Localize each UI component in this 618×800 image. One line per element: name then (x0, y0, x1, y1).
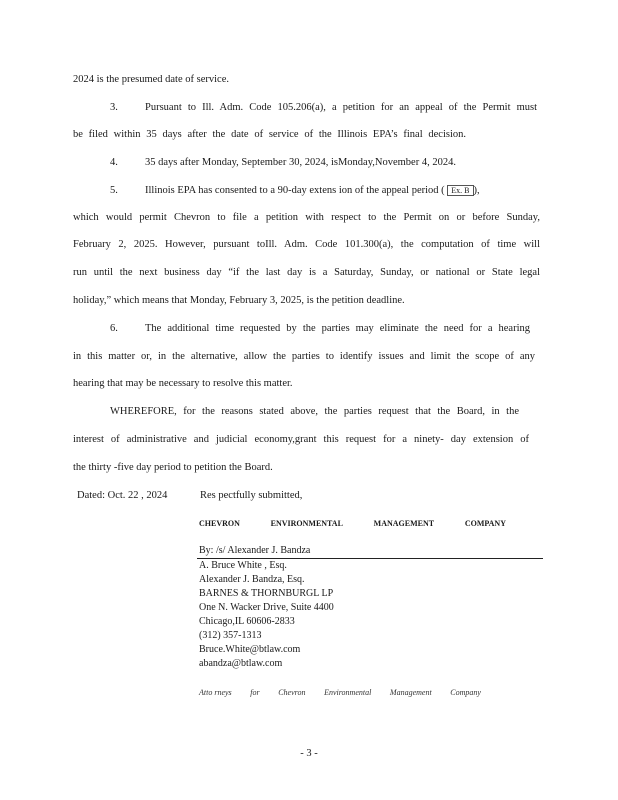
company-word: ENVIRONMENTAL (270, 519, 343, 528)
body-line: the thirty -five day period to petition the Board. (73, 462, 273, 473)
company-word: COMPANY (464, 519, 506, 528)
company-word: CHEVRON (199, 519, 240, 528)
paragraph-number: 5. (110, 185, 118, 196)
attorneys-for-line (199, 688, 481, 697)
email-link[interactable]: Bruce.White@btlaw.com (199, 644, 301, 655)
attorneys-word: Management (389, 688, 432, 697)
body-line: 2024 is the presumed date of service. (73, 74, 229, 85)
body-text: ), (473, 185, 480, 196)
email-link[interactable]: abandza@btlaw.com (199, 658, 283, 669)
body-line: in this matter or, in the alternative, allow the parties to identify issues and limit the scope of any (73, 351, 535, 362)
paragraph-number: 3. (110, 102, 118, 113)
body-line: hearing that may be necessary to resolve this matter. (73, 378, 293, 389)
body-line: The additional time requested by the parties may eliminate the need for a hearing (145, 323, 530, 334)
body-line: 35 days after Monday, September 30, 2024, isMonday,November 4, 2024. (145, 157, 456, 168)
dated-line: Dated: Oct. 22 , 2024 (77, 490, 168, 501)
contact-line: Alexander J. Bandza, Esq. (199, 574, 305, 585)
signature-by-line: By: /s/ Alexander J. Bandza (199, 545, 311, 556)
body-line: be filed within 35 days after the date of service of the Illinois EPA’s final decision. (73, 129, 466, 140)
contact-line: Chicago,IL 60606-2833 (199, 616, 295, 627)
attorneys-word: Company (450, 688, 481, 697)
body-line: run until the next business day “if the last day is a Saturday, Sunday, or national or State legal (73, 267, 540, 278)
body-line: February 2, 2025. However, pursuant toIll. Adm. Code 101.300(a), the computation of time will (73, 239, 540, 250)
contact-line: (312) 357-1313 (199, 630, 262, 641)
body-line (145, 185, 480, 196)
body-line: WHEREFORE, for the reasons stated above, the parties request that the Board, in the (110, 406, 519, 417)
paragraph-number: 4. (110, 157, 118, 168)
company-word: MANAGEMENT (373, 519, 435, 528)
paragraph-number: 6. (110, 323, 118, 334)
page-number: - 3 - (300, 748, 318, 759)
company-name (199, 519, 506, 528)
attorneys-word: Atto rneys (199, 688, 232, 697)
submitted-line: Res pectfully submitted, (200, 490, 303, 501)
contact-line: BARNES & THORNBURGL LP (199, 588, 334, 599)
exhibit-reference: Ex. B (447, 185, 473, 196)
contact-line: A. Bruce White , Esq. (199, 560, 287, 571)
body-line: Pursuant to Ill. Adm. Code 105.206(a), a petition for an appeal of the Permit must (145, 102, 537, 113)
attorneys-word: Environmental (324, 688, 372, 697)
attorneys-word: for (250, 688, 260, 697)
body-line: holiday,” which means that Monday, February 3, 2025, is the petition deadline. (73, 295, 405, 306)
body-line: which would permit Chevron to file a petition with respect to the Permit on or before Sunday, (73, 212, 540, 223)
attorneys-word: Chevron (278, 688, 306, 697)
contact-line: One N. Wacker Drive, Suite 4400 (199, 602, 334, 613)
body-text: Illinois EPA has consented to a 90-day extens ion of the appeal period ( (145, 185, 445, 196)
body-line: interest of administrative and judicial economy,grant this request for a ninety- day extension of (73, 434, 529, 445)
contact-block (199, 559, 334, 671)
